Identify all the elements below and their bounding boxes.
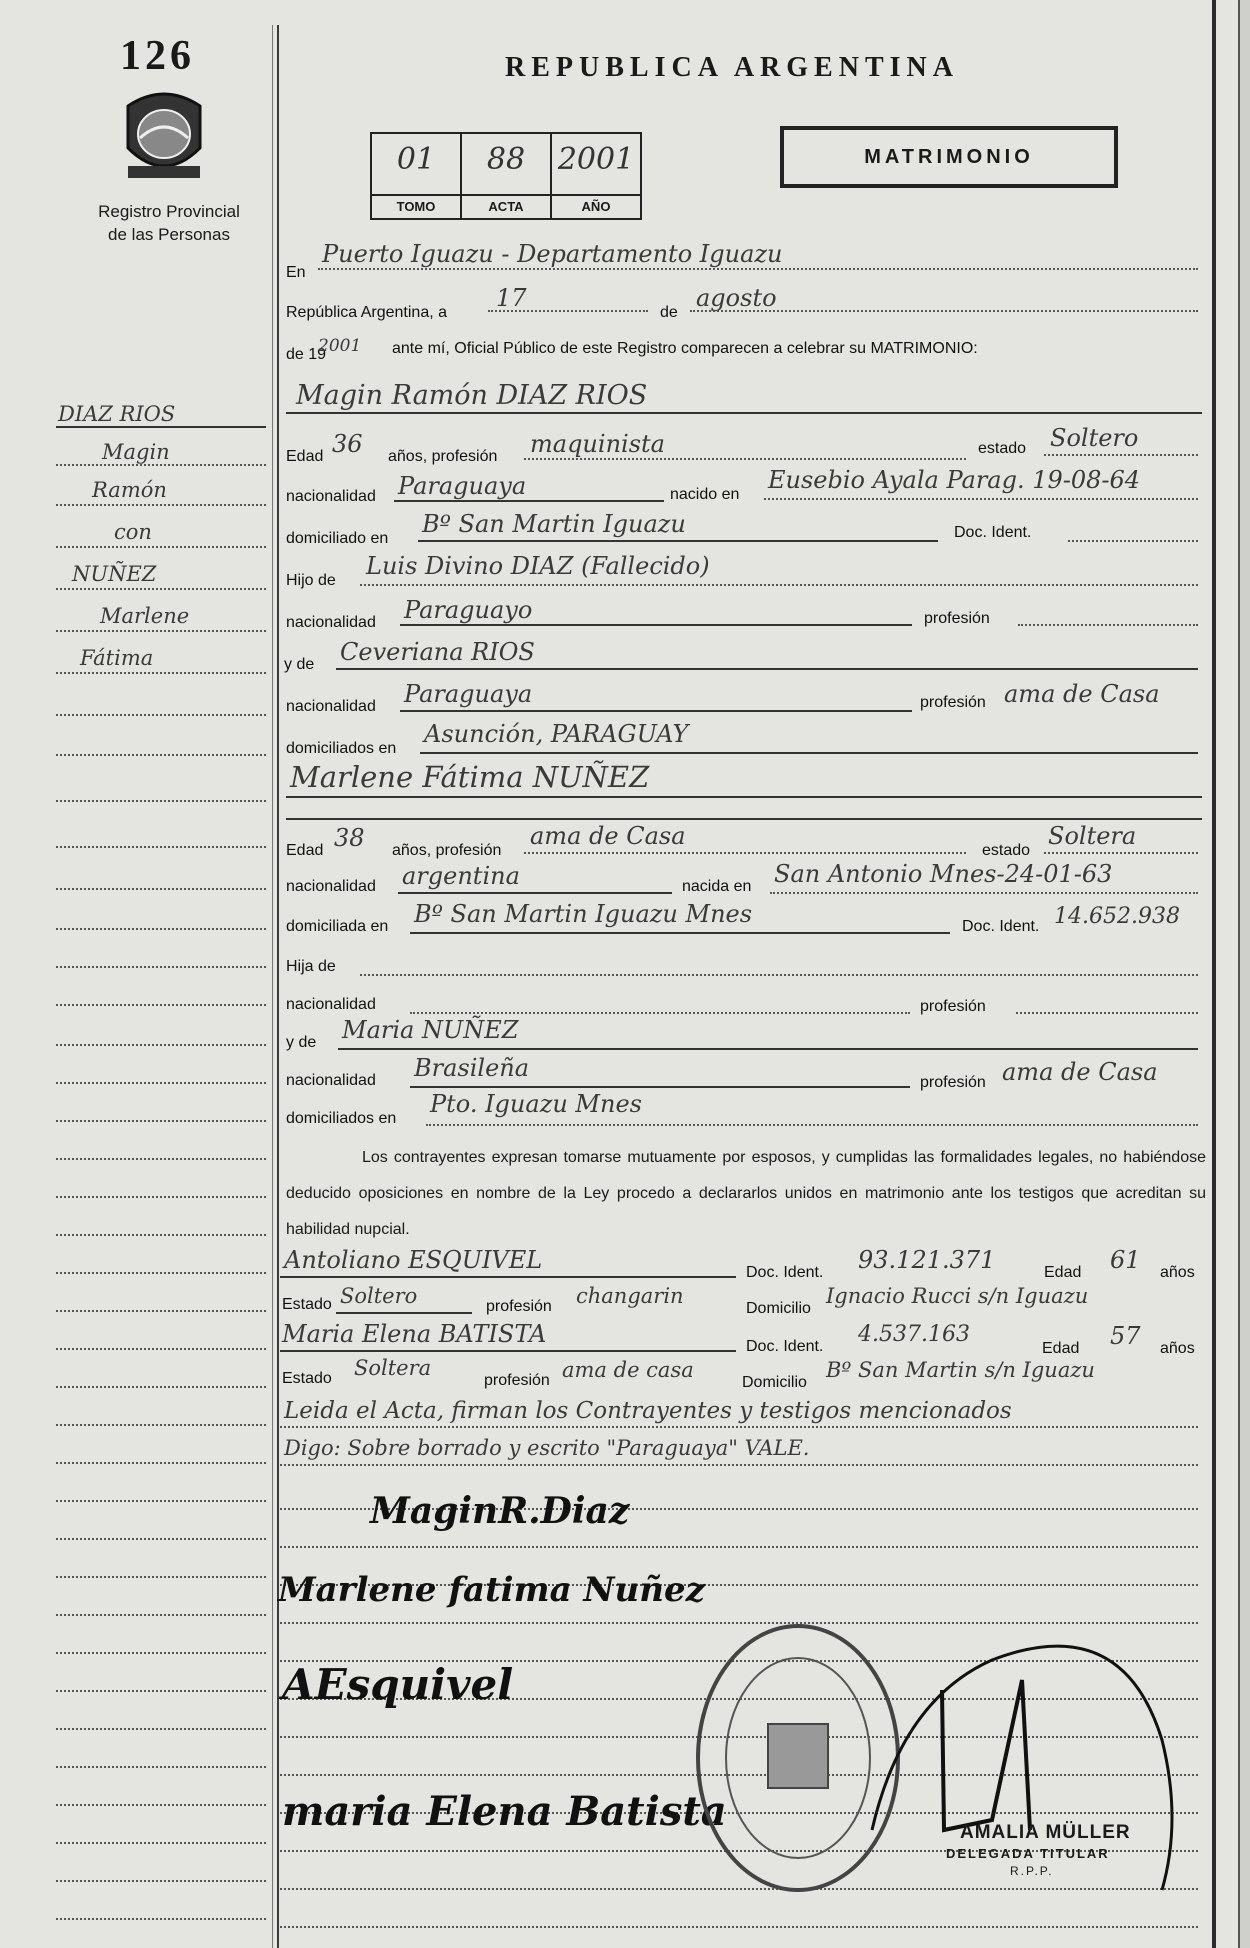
label-y-de: y de — [286, 1034, 317, 1051]
bride-parents-domicile: Pto. Iguazu Mnes — [430, 1090, 642, 1118]
margin-line — [56, 1804, 266, 1806]
groom-birth: Eusebio Ayala Parag. 19-08-64 — [768, 466, 1141, 494]
label-nacionalidad: nacionalidad — [286, 698, 376, 715]
margin-line — [56, 504, 266, 506]
signature-witness2: maria Elena Batista — [282, 1788, 727, 1835]
margin-line — [56, 464, 266, 466]
label-doc-ident: Doc. Ident. — [962, 918, 1040, 935]
margin-name: Magin — [102, 440, 170, 464]
line — [524, 458, 966, 460]
label-republica: República Argentina, a — [286, 304, 447, 321]
line — [426, 1124, 1198, 1126]
line — [1044, 454, 1198, 456]
margin-line — [56, 1576, 266, 1578]
witness1-age: 61 — [1110, 1246, 1141, 1274]
margin-name: Marlene — [100, 604, 190, 628]
line — [286, 796, 1202, 798]
label-profesion: profesión — [920, 998, 986, 1015]
groom-name: Magin Ramón DIAZ RIOS — [296, 380, 648, 411]
margin-line — [56, 1272, 266, 1274]
label-doc-ident: Doc. Ident. — [746, 1264, 824, 1281]
label-domiciliados-en: domiciliados en — [286, 1110, 397, 1127]
page-edge — [1212, 0, 1216, 1948]
margin-line — [56, 1310, 266, 1312]
line — [280, 1350, 736, 1352]
line — [764, 498, 1198, 500]
line — [286, 412, 1202, 414]
witness1-name: Antoliano ESQUIVEL — [284, 1246, 543, 1274]
label-doc-ident: Doc. Ident. — [746, 1338, 824, 1355]
closing-line-1: Leida el Acta, firman los Contrayentes y testigos mencionados — [284, 1398, 1012, 1424]
label-doc-ident: Doc. Ident. — [954, 524, 1032, 541]
line — [280, 1464, 1198, 1466]
bride-age: 38 — [334, 824, 365, 852]
margin-name: Ramón — [92, 478, 167, 502]
label-estado: Estado — [282, 1370, 332, 1387]
witness2-doc: 4.537.163 — [858, 1322, 970, 1347]
margin-line — [56, 1348, 266, 1350]
label-nacionalidad: nacionalidad — [286, 488, 376, 505]
closing-line-2: Digo: Sobre borrado y escrito "Paraguaya" VALE. — [284, 1436, 810, 1460]
label-de: de — [660, 304, 678, 321]
line — [524, 852, 966, 854]
label-hijo-de: Hijo de — [286, 572, 336, 589]
margin-line — [56, 754, 266, 756]
label-de-19: de 19 — [286, 346, 327, 363]
line — [280, 1276, 736, 1278]
label-edad: Edad — [286, 842, 324, 859]
label-en: En — [286, 264, 306, 281]
country-title: REPUBLICA ARGENTINA — [505, 52, 959, 83]
label-nacionalidad: nacionalidad — [286, 996, 376, 1013]
label-anos-profesion: años, profesión — [388, 448, 498, 465]
line — [280, 1546, 1198, 1548]
margin-line — [56, 546, 266, 548]
signature-bride: Marlene fatima Nuñez — [278, 1570, 705, 1610]
label-edad: Edad — [1042, 1340, 1080, 1357]
line — [398, 892, 672, 894]
groom-father: Luis Divino DIAZ (Fallecido) — [366, 552, 710, 580]
margin-line — [56, 588, 266, 590]
witness2-domicile: Bº San Martin s/n Iguazu — [826, 1358, 1095, 1382]
label-anos: años — [1160, 1264, 1195, 1281]
groom-mother-profession: ama de Casa — [1004, 680, 1160, 708]
line — [360, 974, 1198, 976]
witness1-domicile: Ignacio Rucci s/n Iguazu — [826, 1284, 1089, 1308]
margin-line — [56, 714, 266, 716]
margin-line — [56, 1614, 266, 1616]
label-domicilio: Domicilio — [746, 1300, 811, 1317]
label-domicilio: Domicilio — [742, 1374, 807, 1391]
margin-line — [56, 1196, 266, 1198]
line — [1018, 624, 1198, 626]
bride-mother: Maria NUÑEZ — [342, 1016, 519, 1044]
margin-line — [56, 1728, 266, 1730]
groom-age: 36 — [332, 430, 363, 458]
label-hija-de: Hija de — [286, 958, 336, 975]
witness2-name: Maria Elena BATISTA — [282, 1320, 547, 1348]
line — [770, 892, 1198, 894]
official-title: DELEGADA TITULAR — [946, 1846, 1110, 1861]
label-nacionalidad: nacionalidad — [286, 878, 376, 895]
witness1-profession: changarin — [576, 1284, 684, 1308]
place-value: Puerto Iguazu - Departamento Iguazu — [322, 240, 783, 268]
groom-father-nationality: Paraguayo — [404, 596, 533, 624]
line — [690, 310, 1198, 312]
margin-line — [56, 1462, 266, 1464]
witness1-status: Soltero — [340, 1284, 418, 1308]
line — [400, 710, 912, 712]
margin-line — [56, 1120, 266, 1122]
line — [1068, 540, 1198, 542]
margin-name: Fátima — [80, 646, 154, 670]
label-profesion: profesión — [924, 610, 990, 627]
margin-line — [56, 1386, 266, 1388]
bride-mother-nationality: Brasileña — [414, 1054, 530, 1082]
margin-line — [56, 1500, 266, 1502]
line — [280, 1926, 1198, 1928]
margin-line — [56, 1652, 266, 1654]
margin-line — [56, 630, 266, 632]
margin-line — [56, 1424, 266, 1426]
bride-domicile: Bº San Martin Iguazu Mnes — [414, 900, 753, 928]
record-table — [370, 132, 642, 220]
bride-status: Soltera — [1048, 822, 1137, 850]
bride-name: Marlene Fátima NUÑEZ — [290, 760, 650, 794]
misiones-crest-icon — [118, 86, 210, 186]
margin-divider — [277, 25, 279, 1948]
line — [336, 668, 1198, 670]
line — [286, 818, 1202, 820]
margin-name: NUÑEZ — [72, 562, 157, 586]
line — [336, 1312, 472, 1314]
label-estado: Estado — [282, 1296, 332, 1313]
margin-line — [56, 1918, 266, 1920]
margin-line — [56, 966, 266, 968]
ano-cell: 2001 AÑO — [552, 134, 640, 218]
margin-line — [56, 672, 266, 674]
line — [418, 540, 938, 542]
margin-surname: DIAZ RIOS — [58, 402, 176, 426]
margin-line — [56, 888, 266, 890]
label-nacionalidad: nacionalidad — [286, 1072, 376, 1089]
line — [400, 624, 912, 626]
official-sub: R.P.P. — [1010, 1864, 1054, 1878]
line — [1016, 1012, 1198, 1014]
margin-line — [56, 1044, 266, 1046]
groom-domicile: Bº San Martin Iguazu — [422, 510, 686, 538]
line — [318, 268, 1198, 270]
groom-mother-nationality: Paraguaya — [404, 680, 533, 708]
margin-divider-inner — [272, 25, 273, 1948]
label-anos: años — [1160, 1340, 1195, 1357]
label-profesion: profesión — [486, 1298, 552, 1315]
bride-doc: 14.652.938 — [1054, 904, 1180, 929]
label-nacionalidad: nacionalidad — [286, 614, 376, 631]
acta-cell: 88 ACTA — [462, 134, 552, 218]
label-estado: estado — [982, 842, 1031, 859]
label-comparecen: ante mí, Oficial Público de este Registro comparecen a celebrar su MATRIMONIO: — [392, 340, 978, 357]
page-number: 126 — [120, 33, 195, 79]
tomo-cell: 01 TOMO — [372, 134, 462, 218]
groom-status: Soltero — [1050, 424, 1139, 452]
line — [1044, 852, 1198, 854]
label-nacida-en: nacida en — [682, 878, 752, 895]
witness2-status: Soltera — [354, 1356, 432, 1380]
label-nacido-en: nacido en — [670, 486, 740, 503]
label-estado: estado — [978, 440, 1027, 457]
label-edad: Edad — [286, 448, 324, 465]
line — [488, 310, 648, 312]
signature-groom: MaginR.Diaz — [370, 1490, 630, 1532]
margin-line — [56, 1004, 266, 1006]
line — [410, 1086, 910, 1088]
day-value: 17 — [496, 284, 527, 312]
bride-nationality: argentina — [402, 862, 520, 890]
margin-line — [56, 1842, 266, 1844]
label-anos-profesion: años, profesión — [392, 842, 502, 859]
line — [360, 584, 1198, 586]
label-domiciliados-en: domiciliados en — [286, 740, 397, 757]
year-value: 2001 — [318, 336, 362, 356]
line — [394, 500, 664, 502]
line — [410, 932, 950, 934]
label-profesion: profesión — [484, 1372, 550, 1389]
groom-nationality: Paraguaya — [398, 472, 527, 500]
groom-profession: maquinista — [530, 430, 665, 458]
margin-line — [56, 1766, 266, 1768]
line — [280, 1426, 1198, 1428]
declaration-text: Los contrayentes expresan tomarse mutuamente por esposos, y cumplidas las formalidades legales, no habiéndose deducido oposiciones en nombre de la Ley procedo a declararlos unidos en matrimonio ante los testigos que acreditan su habilidad nupcial. — [286, 1149, 1206, 1238]
bride-mother-profession: ama de Casa — [1002, 1058, 1158, 1086]
label-y-de: y de — [284, 656, 315, 673]
bride-profession: ama de Casa — [530, 822, 686, 850]
witness1-doc: 93.121.371 — [858, 1246, 996, 1274]
witness2-age: 57 — [1110, 1322, 1141, 1350]
official-name: AMALIA MÜLLER — [960, 1822, 1131, 1843]
page-binding — [1238, 0, 1250, 1948]
signature-witness1: AEsquivel — [282, 1660, 514, 1709]
label-profesion: profesión — [920, 694, 986, 711]
month-value: agosto — [696, 284, 777, 312]
line — [410, 1012, 910, 1014]
margin-line — [56, 1158, 266, 1160]
label-edad: Edad — [1044, 1264, 1082, 1281]
label-domiciliado-en: domiciliado en — [286, 530, 389, 547]
margin-name: con — [114, 520, 152, 544]
label-domiciliada-en: domiciliada en — [286, 918, 389, 935]
margin-line — [56, 1690, 266, 1692]
margin-line — [56, 1234, 266, 1236]
margin-line — [56, 846, 266, 848]
registry-name: Registro Provincial de las Personas — [98, 202, 240, 244]
margin-line — [56, 1880, 266, 1882]
groom-parents-domicile: Asunción, PARAGUAY — [424, 720, 689, 748]
margin-line — [56, 1082, 266, 1084]
margin-line — [56, 1538, 266, 1540]
line — [420, 752, 1198, 754]
bride-birth: San Antonio Mnes-24-01-63 — [774, 860, 1113, 888]
margin-underline — [56, 426, 266, 428]
label-profesion: profesión — [920, 1074, 986, 1091]
line — [338, 1048, 1198, 1050]
margin-line — [56, 928, 266, 930]
witness2-profession: ama de casa — [562, 1358, 694, 1382]
groom-mother: Ceveriana RIOS — [340, 638, 535, 666]
margin-line — [56, 800, 266, 802]
document-type-box: MATRIMONIO — [780, 126, 1118, 188]
